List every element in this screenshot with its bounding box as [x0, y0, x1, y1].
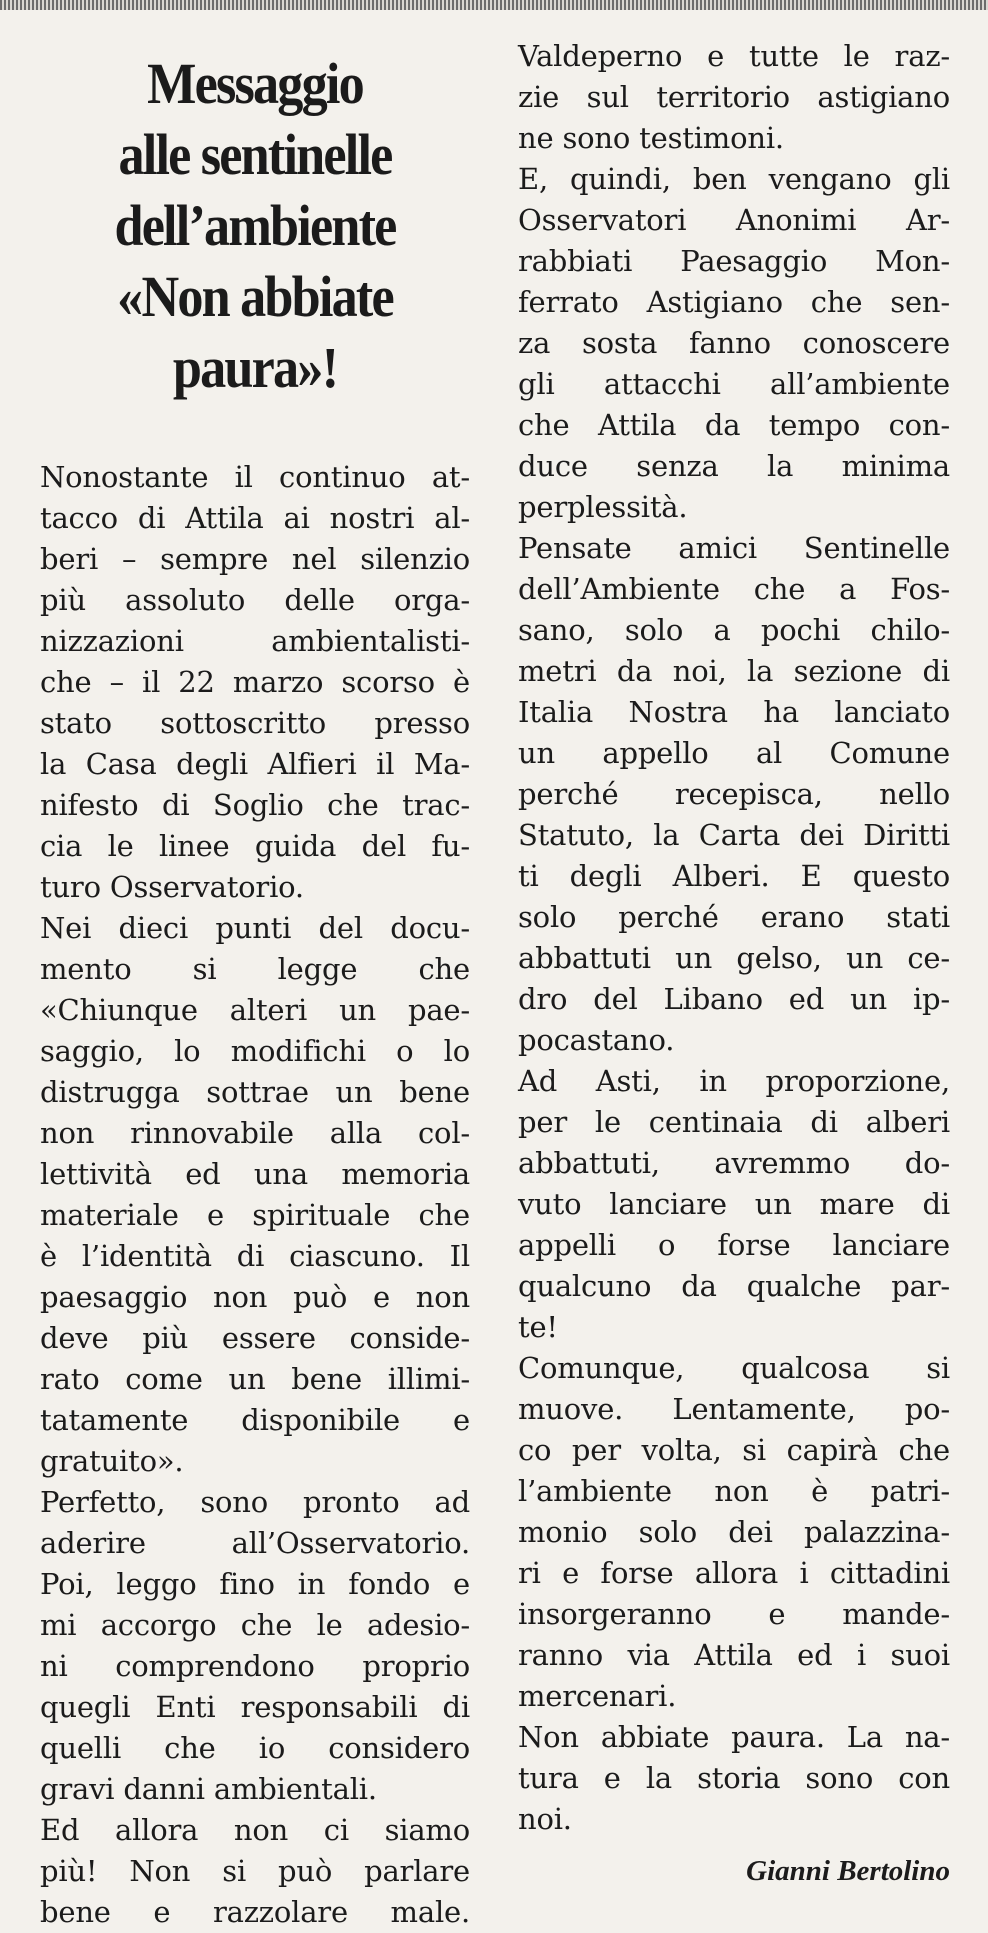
paragraph	[518, 1348, 950, 1717]
text-line: non rinnovabile alla col-	[40, 1116, 470, 1150]
text-line: Valdeperno e tutte le raz-	[518, 39, 950, 73]
text-line: più assoluto delle orga-	[40, 583, 470, 617]
text-line: Comunque, qualcosa si	[518, 1351, 950, 1385]
left-column	[40, 26, 470, 1933]
headline-line: dell’ambiente	[114, 193, 396, 258]
paragraph	[518, 1061, 950, 1348]
text-line: ne sono testimoni.	[518, 121, 784, 155]
text-line: Non abbiate paura. La na-	[518, 1720, 950, 1754]
text-line: te!	[518, 1310, 558, 1344]
headline-line: Messaggio	[147, 51, 363, 116]
text-line: saggio, lo modifichi o lo	[40, 1034, 470, 1068]
text-line: dell’Ambiente che a Fos-	[518, 572, 950, 606]
text-line: sano, solo a pochi chilo-	[518, 613, 950, 647]
paragraph	[518, 528, 950, 1061]
text-line: monio solo dei palazzina-	[518, 1515, 950, 1549]
text-line: insorgeranno e mande-	[518, 1597, 950, 1631]
text-line: Perfetto, sono pronto ad	[40, 1485, 470, 1519]
text-line: deve più essere conside-	[40, 1321, 470, 1355]
text-line: Poi, leggo fino in fondo e	[40, 1567, 470, 1601]
headline	[62, 48, 449, 403]
text-line: paesaggio non può e non	[40, 1280, 470, 1314]
text-line: un appello al Comune	[518, 736, 950, 770]
paragraph	[40, 908, 470, 1482]
text-line: tura e la storia sono con	[518, 1761, 950, 1795]
text-line: lettività ed una memoria	[40, 1157, 470, 1191]
text-line: «Chiunque alteri un pae-	[40, 993, 470, 1027]
text-line: dro del Libano ed un ip-	[518, 982, 950, 1016]
text-line: co per volta, si capirà che	[518, 1433, 950, 1467]
text-line: perché recepisca, nello	[518, 777, 950, 811]
text-line: distrugga sottrae un bene	[40, 1075, 470, 1109]
author-signature: Gianni Bertolino	[746, 1855, 950, 1887]
text-line: E, quindi, ben vengano gli	[518, 162, 950, 196]
text-line: metri da noi, la sezione di	[518, 654, 950, 688]
text-line: che Attila da tempo con-	[518, 408, 950, 442]
text-line: Pensate amici Sentinelle	[518, 531, 950, 565]
text-line: ti degli Alberi. E questo	[518, 859, 950, 893]
text-line: Nonostante il continuo at-	[40, 460, 470, 494]
text-line: mento si legge che	[40, 952, 470, 986]
text-line: noi.	[518, 1802, 572, 1836]
text-line: è l’identità di ciascuno. Il	[40, 1239, 470, 1273]
text-line: zie sul territorio astigiano	[518, 80, 950, 114]
text-line: rabbiati Paesaggio Mon-	[518, 244, 950, 278]
text-line: duce senza la minima	[518, 449, 950, 483]
text-line: nizzazioni ambientalisti-	[40, 624, 470, 658]
text-line: appelli o forse lanciare	[518, 1228, 950, 1262]
headline-line: alle sentinelle	[118, 122, 392, 187]
text-line: gratuito».	[40, 1444, 184, 1478]
text-line: za sosta fanno conoscere	[518, 326, 950, 360]
top-rule	[0, 0, 988, 10]
left-body-text	[40, 457, 470, 1933]
text-line: materiale e spirituale che	[40, 1198, 470, 1232]
paragraph	[518, 1717, 950, 1840]
text-line: mercenari.	[518, 1679, 677, 1713]
text-line: beri – sempre nel silenzio	[40, 542, 470, 576]
text-line: quelli che io considero	[40, 1731, 470, 1765]
text-line: stato sottoscritto presso	[40, 706, 470, 740]
text-line: pocastano.	[518, 1023, 675, 1057]
text-line: qualcuno da qualche par-	[518, 1269, 950, 1303]
text-line: gli attacchi all’ambiente	[518, 367, 950, 401]
text-line: vuto lanciare un mare di	[518, 1187, 950, 1221]
paragraph	[40, 1482, 470, 1810]
text-line: abbattuti, avremmo do-	[518, 1146, 950, 1180]
text-line: ranno via Attila ed i suoi	[518, 1638, 950, 1672]
text-line: più! Non si può parlare	[40, 1854, 470, 1888]
text-line: abbattuti un gelso, un ce-	[518, 941, 950, 975]
right-column	[518, 26, 950, 1888]
text-line: tatamente disponibile e	[40, 1403, 470, 1437]
right-body-text	[518, 36, 950, 1888]
paragraph	[518, 159, 950, 528]
text-line: Nei dieci punti del docu-	[40, 911, 470, 945]
text-line: cia le linee guida del fu-	[40, 829, 470, 863]
text-line: solo perché erano stati	[518, 900, 950, 934]
text-line: gravi danni ambientali.	[40, 1772, 377, 1806]
text-line: che – il 22 marzo scorso è	[40, 665, 470, 699]
text-line: Osservatori Anonimi Ar-	[518, 203, 950, 237]
text-line: Ed allora non ci siamo	[40, 1813, 470, 1847]
text-line: aderire all’Osservatorio.	[40, 1526, 470, 1560]
text-line: muove. Lentamente, po-	[518, 1392, 950, 1426]
text-line: tacco di Attila ai nostri al-	[40, 501, 470, 535]
paragraph	[518, 36, 950, 159]
text-line: Italia Nostra ha lanciato	[518, 695, 950, 729]
text-line: mi accorgo che le adesio-	[40, 1608, 470, 1642]
headline-line: «Non abbiate	[117, 264, 393, 329]
text-line: perplessità.	[518, 490, 688, 524]
text-line: nifesto di Soglio che trac-	[40, 788, 470, 822]
paragraph	[40, 457, 470, 908]
text-line: bene e razzolare male.	[40, 1895, 470, 1929]
text-line: rato come un bene illimi-	[40, 1362, 470, 1396]
text-line: ri e forse allora i cittadini	[518, 1556, 950, 1590]
text-line: ni comprendono proprio	[40, 1649, 470, 1683]
text-line: l’ambiente non è patri-	[518, 1474, 950, 1508]
headline-line: paura»!	[172, 335, 338, 400]
text-line: quegli Enti responsabili di	[40, 1690, 470, 1724]
text-line: ferrato Astigiano che sen-	[518, 285, 950, 319]
text-line: Statuto, la Carta dei Diritti	[518, 818, 950, 852]
text-line: Ad Asti, in proporzione,	[518, 1064, 950, 1098]
text-line: la Casa degli Alfieri il Ma-	[40, 747, 470, 781]
text-line: turo Osservatorio.	[40, 870, 304, 904]
text-line: per le centinaia di alberi	[518, 1105, 950, 1139]
